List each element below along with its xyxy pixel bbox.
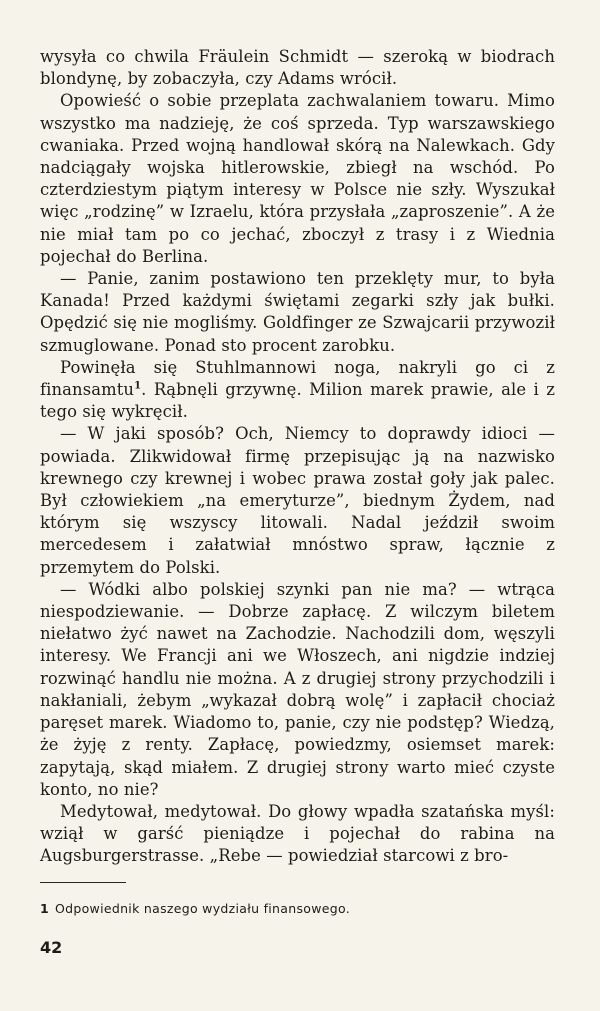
page-number: 42 bbox=[40, 938, 63, 957]
footnote-reference: 1 bbox=[134, 380, 142, 392]
footnote-divider bbox=[40, 882, 126, 883]
body-text bbox=[40, 46, 555, 868]
footnote bbox=[40, 900, 560, 918]
paragraph-1: wysyła co chwila Fräulein Schmidt — szeroką w biodrach blondynę, by zobaczyła, czy Adams wrócił. bbox=[40, 47, 555, 89]
paragraph-4-continuation: . Rąbnęli grzywnę. Milion marek prawie, ale i z tego się wykręcił. bbox=[40, 380, 555, 422]
paragraph-5: — W jaki sposób? Och, Niemcy to doprawdy idioci — powiada. Zlikwidował firmę przepisując ją na nazwisko krewnego czy krewnej i wobec prawa został goły jak palec. Był człowiekiem „na emeryturze”, biednym Żydem, nad którym się wszyscy litowali. Nadal jeździł swoim mercedesem i załatwiał mnóstwo spraw, łącznie z przemytem do Polski. bbox=[40, 424, 555, 577]
paragraph-2: Opowieść o sobie przeplata zachwalaniem towaru. Mimo wszystko ma nadzieję, że coś sprzeda. Typ warszawskiego cwaniaka. Przed wojną handlował skórą na Nalewkach. Gdy nadciągały wojska hitlerowskie, zbiegł na wschód. Po czterdziestym piątym interesy w Polsce nie szły. Wyszukał więc „rodzinę” w Izraelu, która przysłała „zaproszenie”. A że nie miał tam po co jechać, zboczył z trasy i z Wiednia pojechał do Berlina. bbox=[40, 91, 555, 266]
footnote-text: Odpowiednik naszego wydziału finansowego. bbox=[55, 901, 350, 916]
paragraph-4-text: Powinęła się Stuhlmannowi noga, nakryli go ci z finansamtu bbox=[40, 357, 555, 400]
paragraph-3: — Panie, zanim postawiono ten przeklęty mur, to była Kanada! Przed każdymi świętami zegarki szły jak bułki. Opędzić się nie mogliśmy. Goldfinger ze Szwajcarii przywoził szmuglowane. Ponad sto procent zarobku. bbox=[40, 269, 555, 355]
paragraph-6: — Wódki albo polskiej szynki pan nie ma? — wtrąca niespodziewanie. — Dobrze zapłacę. Z wilczym biletem niełatwo żyć nawet na Zachodzie. Nachodzili dom, węszyli interesy. We Francji ani we Włoszech, ani nigdzie indziej rozwinąć handlu nie można. A z drugiej strony przychodzili i nakłaniali, żebym „wykazał dobrą wolę” i zapłacił chociaż paręset marek. Wiadomo to, panie, czy nie podstęp? Wiedzą, że żyję z renty. Zapłacę, powiedzmy, osiemset marek: zapytają, skąd miałem. Z drugiej strony warto mieć czyste konto, no nie? bbox=[40, 579, 555, 799]
footnote-marker: 1 bbox=[40, 901, 49, 916]
paragraph-7: Medytował, medytował. Do głowy wpadła szatańska myśl: wziął w garść pieniądze i pojechał do rabina na Augsburgerstrasse. „Rebe — powiedział starcowi z bro- bbox=[40, 801, 555, 866]
paragraph-4 bbox=[40, 357, 555, 424]
